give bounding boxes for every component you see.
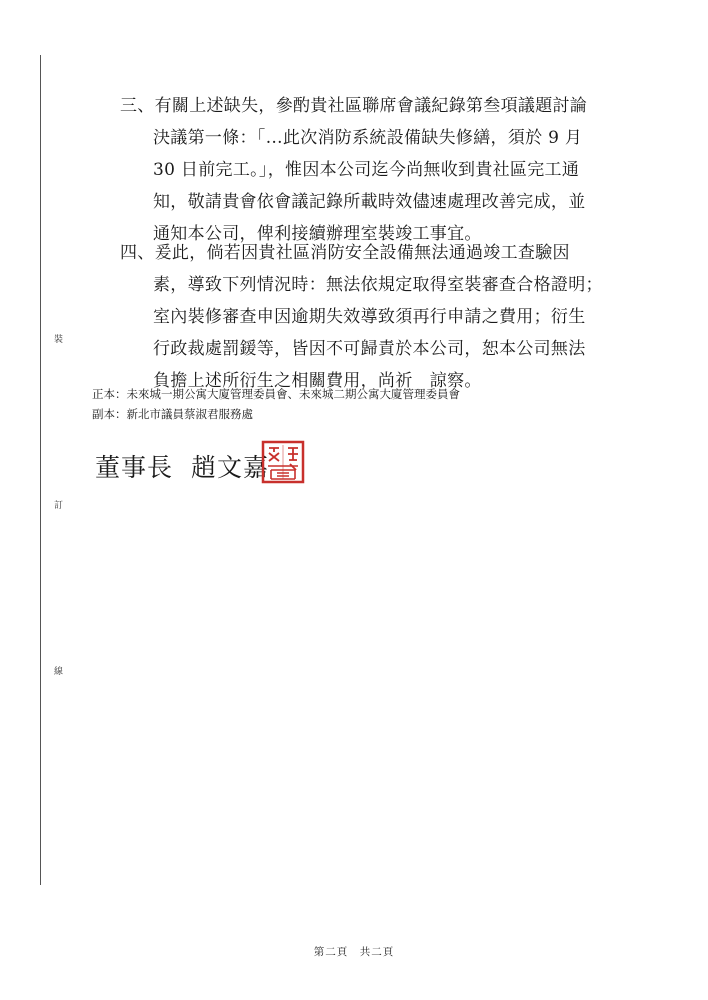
page-number: 第二頁 共二頁: [313, 946, 395, 958]
copy-recipients: 副本：新北市議員蔡淑君服務處: [92, 407, 253, 421]
paragraph-line: 三、有關上述缺失，參酌貴社區聯席會議紀錄第叁項議題討論: [120, 96, 588, 116]
binding-margin-line: [40, 55, 41, 885]
paragraph-line: 負擔上述所衍生之相關費用，尚祈 諒察。: [153, 371, 482, 391]
paragraph-line: 室內裝修審查申因逾期失效導致須再行申請之費用；衍生: [153, 307, 586, 327]
paragraph-line: 通知本公司，俾利接續辦理室裝竣工事宜。: [153, 224, 482, 244]
paragraph-line: 四、爰此，倘若因貴社區消防安全設備無法通過竣工查驗因: [120, 243, 570, 263]
binding-char-xian: 線: [54, 667, 64, 677]
paragraph-line: 知，敬請貴會依會議記錄所載時效儘速處理改善完成，並: [153, 192, 586, 212]
original-recipients: 正本：未來城一期公寓大廈管理委員會、未來城二期公寓大廈管理委員會: [92, 387, 460, 401]
binding-char-ding: 訂: [54, 501, 64, 511]
chairman-title: 董事長: [95, 453, 174, 482]
paragraph-three: [120, 90, 650, 250]
chairman-name: 趙文嘉: [191, 453, 270, 482]
paragraph-line: 素，導致下列情況時：無法依規定取得室裝審查合格證明；: [153, 275, 603, 295]
chairman-seal-icon: [261, 440, 305, 484]
paragraph-line: 30 日前完工。」，惟因本公司迄今尚無收到貴社區完工通: [153, 160, 580, 180]
binding-char-zhuang: 裝: [54, 335, 64, 345]
paragraph-line: 行政裁處罰鍰等，皆因不可歸責於本公司，恕本公司無法: [153, 339, 586, 359]
paragraph-line: 決議第一條：「…此次消防系統設備缺失修繕，須於 9 月: [153, 128, 583, 148]
paragraph-four: [120, 237, 650, 397]
